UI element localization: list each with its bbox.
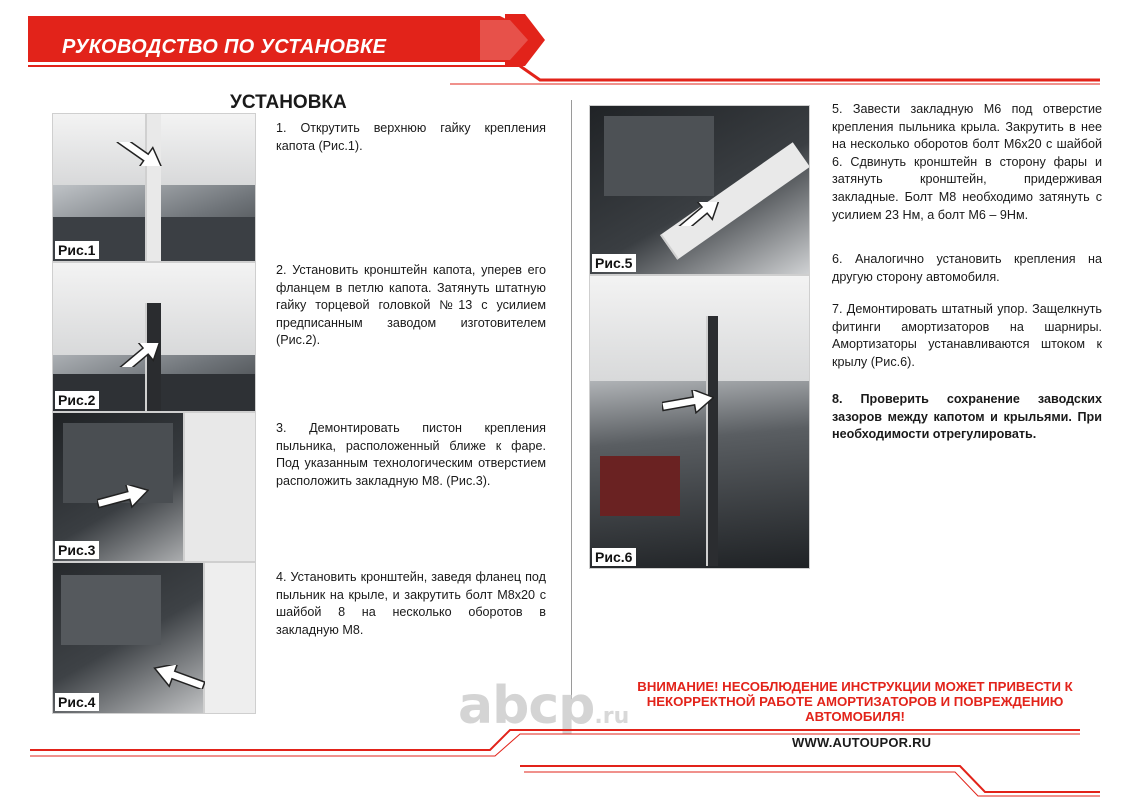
photo-caption: Рис.2 (55, 391, 99, 409)
photo-fig1 (52, 113, 256, 262)
arrow-pointer-icon (674, 202, 726, 226)
step-2: 2. Установить кронштейн капота, уперев его фланцем в петлю капота. Затянуть штатную гайку торцевой головкой №13 с усилием предписанным заводом изготовителем (Рис.2). (276, 263, 546, 348)
footer-decoration (0, 720, 1132, 800)
arrow-pointer-icon (153, 665, 205, 689)
step-7: 7. Демонтировать штатный упор. Защелкнуть фитинги амортизаторов на шарниры. Амортизаторы устанавливаются штоком к крылу (Рис.6). (832, 302, 1102, 369)
arrow-pointer-icon (115, 343, 167, 367)
photo-fig6 (589, 275, 810, 569)
photo-fig5 (589, 105, 810, 275)
website-link[interactable]: WWW.AUTOUPOR.RU (792, 735, 932, 750)
photo-caption: Рис.1 (55, 241, 99, 259)
step-5: 5. Завести закладную М6 под отверстие крепления пыльника крыла. Закрутить в нее на несколько оборотов болт М6х20 с шайбой 6. Сдвинуть кронштейн в сторону фары и затянуть кронштейн, придерживая закладные. Болт М8 необходимо затянуть с усилием 23 Нм, а болт М6 – 9Нм. (832, 102, 1102, 222)
section-title: УСТАНОВКА (230, 92, 347, 113)
step-8: 8. Проверить сохранение заводских зазоров между капотом и крыльями. При необходимости отрегулировать. (832, 392, 1102, 442)
photo-fig3 (52, 412, 256, 562)
arrow-pointer-icon (115, 142, 167, 166)
arrow-pointer-icon (662, 390, 714, 414)
watermark-main: abcp (458, 676, 595, 736)
step-4: 4. Установить кронштейн, заведя фланец под пыльник на крыле, и закрутить болт М8х20 с шайбой 8 на несколько оборотов в закладную М8. (276, 570, 546, 637)
arrow-pointer-icon (97, 485, 149, 509)
step-3: 3. Демонтировать пистон крепления пыльника, расположенный ближе к фаре. Под указанным технологическим отверстием расположить закладную М8. (Рис.3). (276, 421, 546, 488)
column-divider (571, 100, 572, 700)
photo-caption: Рис.6 (592, 548, 636, 566)
watermark-suffix: .ru (594, 704, 630, 729)
photo-caption: Рис.4 (55, 693, 99, 711)
photo-caption: Рис.3 (55, 541, 99, 559)
photo-fig4 (52, 562, 256, 714)
photo-fig2 (52, 262, 256, 412)
step-1: 1. Открутить верхнюю гайку крепления капота (Рис.1). (276, 121, 546, 153)
page-header-title: РУКОВОДСТВО ПО УСТАНОВКЕ (62, 36, 387, 58)
photo-caption: Рис.5 (592, 254, 636, 272)
warning-text: ВНИМАНИЕ! НЕСОБЛЮДЕНИЕ ИНСТРУКЦИИ МОЖЕТ ПРИВЕСТИ К НЕКОРРЕКТНОЙ РАБОТЕ АМОРТИЗАТОРОВ И ПОВРЕЖДЕНИЮ АВТОМОБИЛЯ! (637, 679, 1073, 724)
step-6: 6. Аналогично установить крепления на другую сторону автомобиля. (832, 252, 1102, 284)
